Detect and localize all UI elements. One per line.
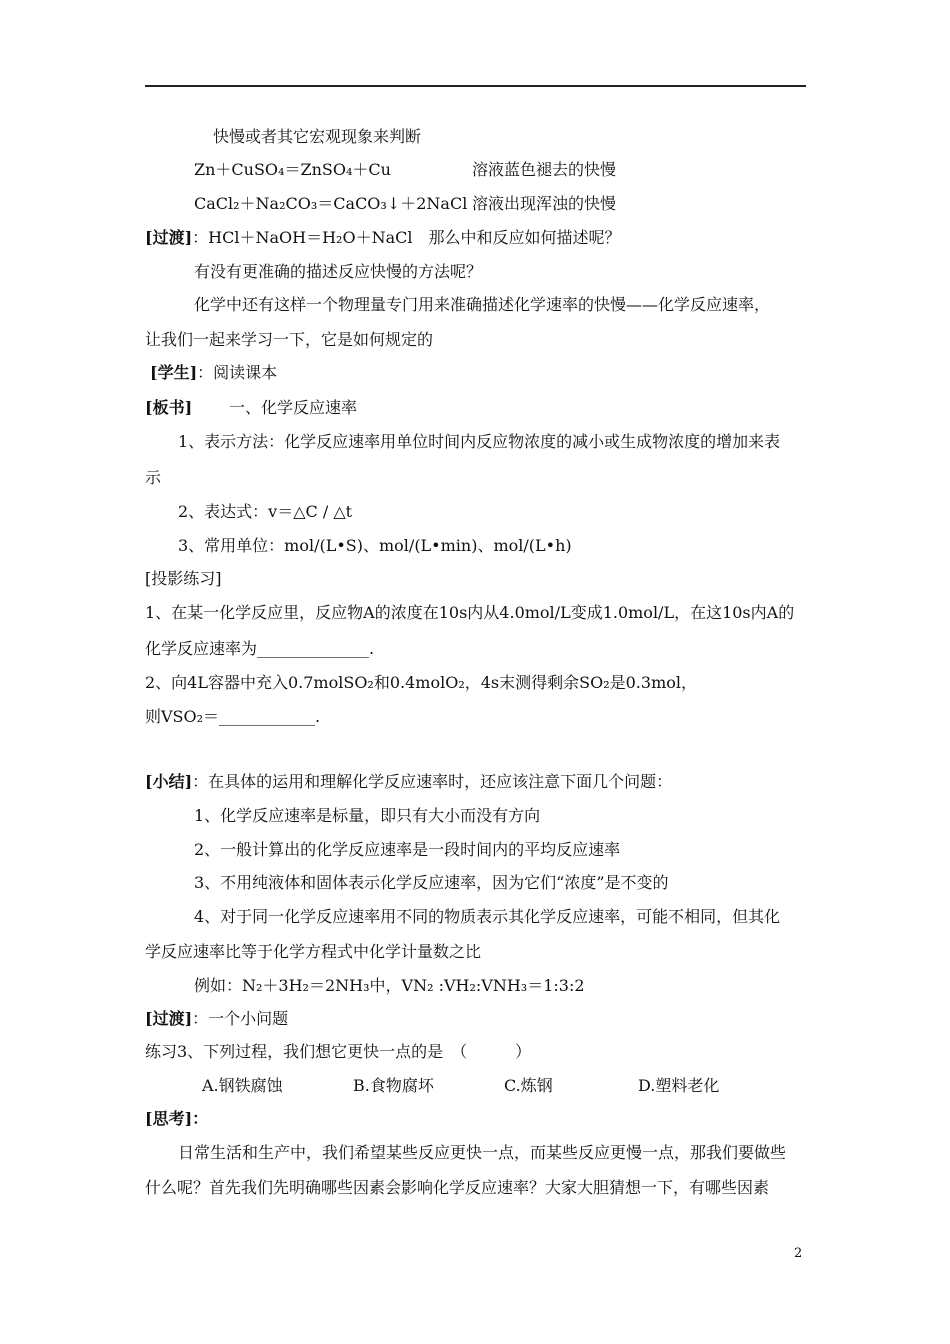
question-line: 练习3、下列过程，我们想它更快一点的是 （ ） (145, 1042, 532, 1061)
phenomenon: 溶液出现浑浊的快慢 (472, 194, 617, 213)
section-line (145, 398, 192, 418)
option-b: B.食物腐坏 (353, 1076, 434, 1095)
section-line (145, 1009, 288, 1029)
exercise-line: 化学反应速率为______________. (145, 639, 375, 658)
section-tag: [过渡] (145, 1009, 193, 1028)
exercise-line: 则VSO₂＝____________. (145, 707, 321, 726)
section-tag: [过渡] (145, 228, 193, 247)
units-line: 3、常用单位：mol/(L•S)、mol/(L•min)、mol/(L•h) (178, 536, 572, 555)
section-text: ：一个小问题 (192, 1009, 289, 1028)
text-line: 什么呢？首先我们先明确哪些因素会影响化学反应速率？大家大胆猜想一下，有哪些因素 (145, 1178, 770, 1197)
phenomenon: 溶液蓝色褪去的快慢 (472, 160, 617, 179)
page-number: 2 (794, 1246, 803, 1261)
section-text: ：在具体的运用和理解化学反应速率时，还应该注意下面几个问题： (192, 772, 673, 791)
text-line: 快慢或者其它宏观现象来判断 (213, 127, 422, 146)
section-line (150, 363, 277, 383)
summary-item: 1、化学反应速率是标量，即只有大小而没有方向 (194, 806, 541, 825)
section-text: ： (192, 1109, 209, 1128)
text-line: 有没有更准确的描述反应快慢的方法呢？ (194, 262, 483, 281)
option-a: A.钢铁腐蚀 (202, 1076, 283, 1095)
text-line: 1、表示方法：化学反应速率用单位时间内反应物浓度的减小或生成物浓度的增加来表 (178, 432, 781, 451)
exercise-line: 2、向4L容器中充入0.7molSO₂和0.4molO₂，4s末测得剩余SO₂是0.3mol， (145, 673, 697, 692)
exercise-line: 1、在某一化学反应里，反应物A的浓度在10s内从4.0mol/L变成1.0mol/L，在这10s内A的 (145, 603, 795, 622)
example-line: 例如：N₂＋3H₂＝2NH₃中，VN₂ :VH₂:VNH₃＝1:3:2 (194, 976, 585, 995)
section-line (145, 772, 672, 792)
section-tag: [学生] (150, 363, 198, 382)
exercise-heading: [投影练习] (145, 569, 222, 588)
header-rule (145, 85, 806, 87)
summary-item: 4、对于同一化学反应速率用不同的物质表示其化学反应速率，可能不相同，但其化 (194, 907, 781, 926)
section-line (145, 228, 620, 248)
text-line: 让我们一起来学习一下，它是如何规定的 (145, 330, 434, 349)
formula-line: 2、表达式：v＝△C / △t (178, 502, 353, 521)
summary-item: 2、一般计算出的化学反应速率是一段时间内的平均反应速率 (194, 840, 621, 859)
summary-item: 3、不用纯液体和固体表示化学反应速率，因为它们“浓度”是不变的 (194, 873, 669, 892)
text-line: 化学中还有这样一个物理量专门用来准确描述化学速率的快慢——化学反应速率， (194, 295, 771, 314)
section-tag: [小结] (145, 772, 193, 791)
equation: CaCl₂＋Na₂CO₃＝CaCO₃↓＋2NaCl (194, 194, 468, 213)
summary-item: 学反应速率比等于化学方程式中化学计量数之比 (145, 942, 482, 961)
equation: Zn＋CuSO₄＝ZnSO₄＋Cu (194, 160, 391, 179)
section-tag: [板书] (145, 398, 193, 417)
option-d: D.塑料老化 (638, 1076, 720, 1095)
section-text: ：阅读课本 (197, 363, 278, 382)
board-heading: 一、化学反应速率 (229, 398, 358, 417)
section-text: ：HCl＋NaOH＝H₂O＋NaCl 那么中和反应如何描述呢？ (192, 228, 621, 247)
text-line: 示 (145, 468, 162, 487)
text-line: 日常生活和生产中，我们希望某些反应更快一点，而某些反应更慢一点，那我们要做些 (178, 1143, 787, 1162)
option-c: C.炼钢 (504, 1076, 553, 1095)
section-line (145, 1109, 208, 1129)
section-tag: [思考] (145, 1109, 193, 1128)
